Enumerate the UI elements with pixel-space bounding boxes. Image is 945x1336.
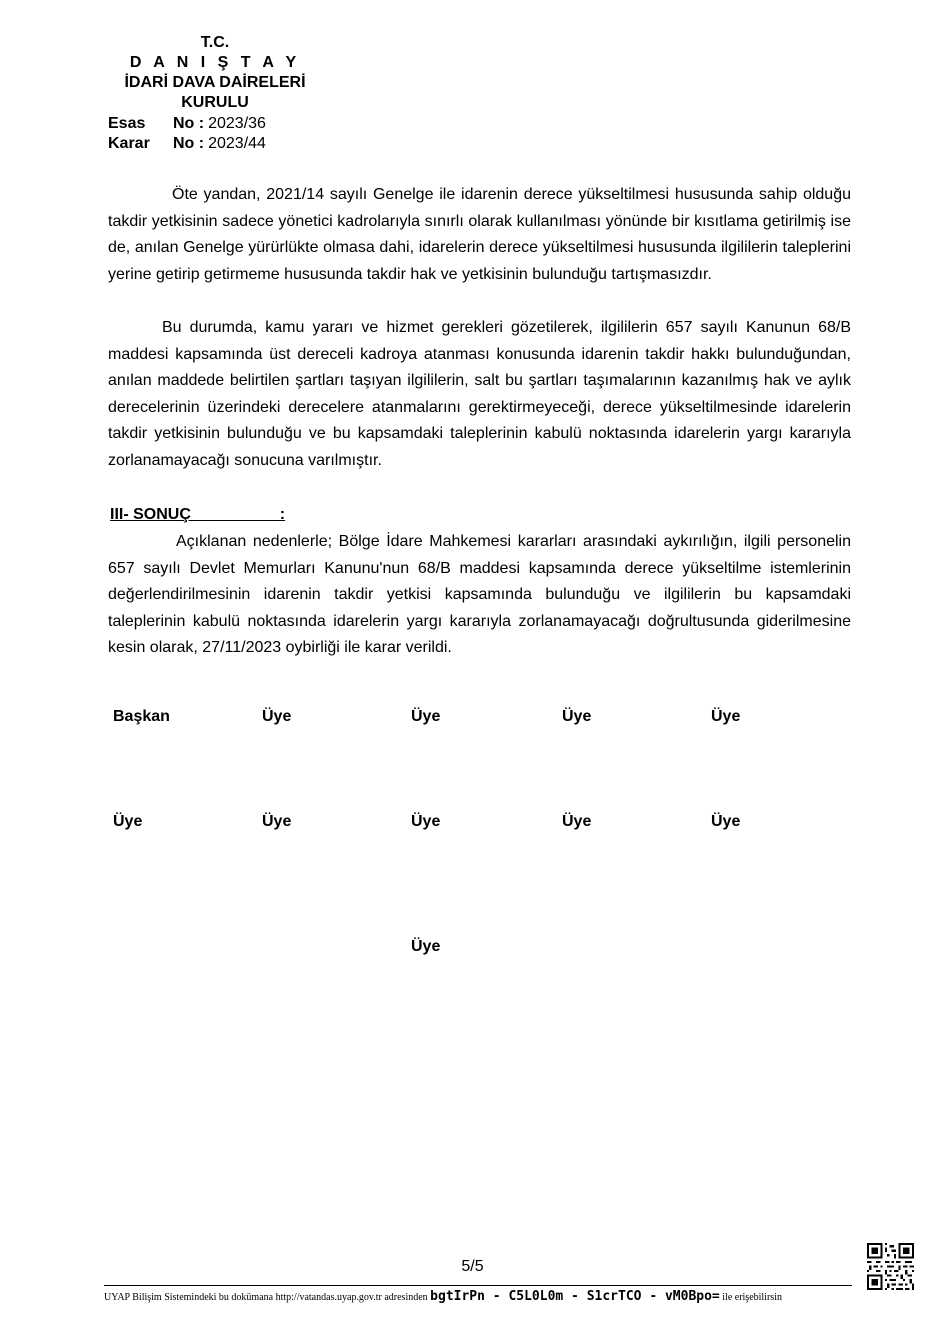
- header-danistay: D A N I Ş T A Y: [129, 54, 301, 71]
- karar-row: [108, 134, 266, 154]
- esas-row: [108, 114, 266, 134]
- esas-label: Esas: [108, 115, 146, 132]
- signature-member: Üye: [411, 708, 441, 725]
- verification-code: bgtIrPn - C5L0L0m - S1crTCO - vM0Bpo=: [430, 1289, 720, 1304]
- header-kurulu: KURULU: [181, 94, 249, 111]
- signature-member: Üye: [262, 813, 292, 830]
- page-number: 5/5: [461, 1258, 484, 1275]
- footer-prefix: UYAP Bilişim Sistemindeki bu dokümana http://vatandas.uyap.gov.tr adresinden: [104, 1292, 428, 1303]
- footer-suffix: ile erişebilirsin: [722, 1292, 782, 1303]
- header-tc: T.C.: [200, 34, 230, 51]
- court-header: [100, 33, 330, 113]
- karar-label: Karar: [108, 135, 150, 152]
- footer-divider: [104, 1285, 852, 1286]
- signature-member: Üye: [562, 813, 592, 830]
- signature-member: Üye: [562, 708, 592, 725]
- header-chamber: İDARİ DAVA DAİRELERİ: [124, 74, 306, 91]
- paragraph-2: [108, 315, 851, 475]
- paragraph-3-text: Açıklanan nedenlerle; Bölge İdare Mahkemesi kararları arasındaki aykırılığın, ilgili personelin 657 sayılı Devlet Memurları Kanunu'nun 68/B maddesi kapsamında derece yükseltilme istemlerinin değerlendirilmesinin idarenin takdir yetkisi kapsamında bulunduğu ve ilgililerin bu kapsamdaki taleplerinin kabulü noktasında idarelerin yargı kararıyla zorlanamayacağı doğrultusunda giderilmesine kesin olarak, 27/11/2023 oybirliği ile karar verildi.: [108, 533, 851, 657]
- signature-baskan: Başkan: [113, 708, 170, 725]
- karar-value: 2023/44: [208, 135, 266, 152]
- signature-member: Üye: [411, 938, 441, 955]
- sonuc-heading: III- SONUÇ :: [110, 506, 286, 523]
- signature-member: Üye: [262, 708, 292, 725]
- karar-no-label: No :: [173, 135, 205, 152]
- case-numbers: [108, 114, 266, 154]
- paragraph-1: [108, 182, 851, 288]
- paragraph-2-text: Bu durumda, kamu yararı ve hizmet gerekleri gözetilerek, ilgililerin 657 sayılı Kanunun 68/B maddesi kapsamında üst dereceli kadroya atanması konusunda idarenin takdir hakkı bulunduğundan, anılan maddede belirtilen şartları taşıyan ilgililerin, salt bu şartları taşımalarının kazanılmış hak ve aylık derecelerinin üzerindeki derecelere atanmalarını gerektirmeyeceği, derece yükseltilmesinde idarelerin takdir yetkisinin bulunduğu ve bu kapsamdaki taleplerinin kabulü noktasında idarelerin yargı kararıyla zorlanamayacağı sonucuna varılmıştır.: [108, 319, 851, 469]
- qr-code-icon: [867, 1243, 914, 1290]
- signature-member: Üye: [411, 813, 441, 830]
- signature-member: Üye: [711, 813, 741, 830]
- signature-member: Üye: [711, 708, 741, 725]
- paragraph-1-text: Öte yandan, 2021/14 sayılı Genelge ile idarenin derece yükseltilmesi hususunda sahip olduğu takdir yetkisinin sadece yönetici kadrolarıyla sınırlı olarak kullanılması yönünde bir kısıtlama getirilmiş ise de, anılan Genelge yürürlükte olmasa dahi, idarelerin derece yükseltilmesi hususunda ilgililerin taleplerini yerine getirip getirmeme hususunda takdir hak ve yetkisinin bulunduğu tartışmasızdır.: [108, 186, 851, 283]
- footer-verification: [104, 1289, 782, 1304]
- esas-no-label: No :: [173, 115, 205, 132]
- esas-value: 2023/36: [208, 115, 266, 132]
- paragraph-3: [108, 529, 851, 662]
- signature-member: Üye: [113, 813, 143, 830]
